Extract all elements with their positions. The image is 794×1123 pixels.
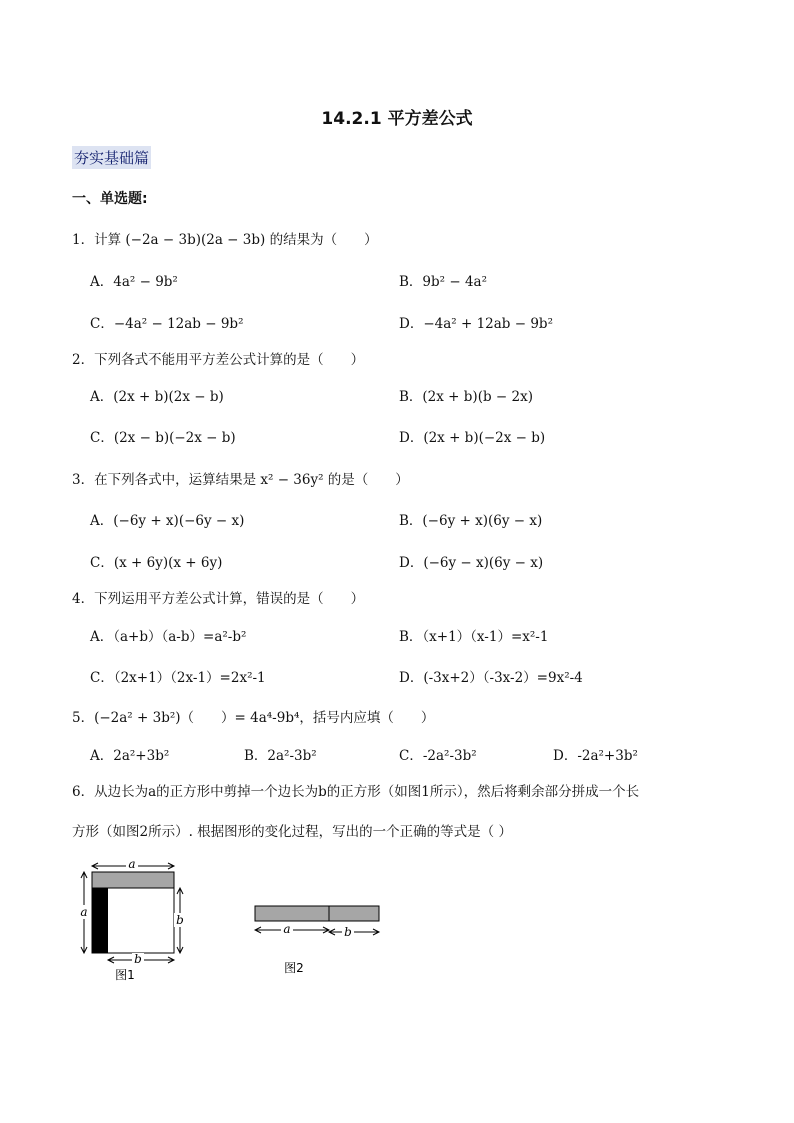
fig1-black-strip [92,888,108,953]
figure-1 [78,855,188,985]
fig2-left-block [255,906,329,921]
question-5-option-a: A．2a²+3b² [90,748,170,764]
question-2-option-c: C．(2x − b)(−2x − b) [90,430,236,446]
question-2-stem: 2．下列各式不能用平方差公式计算的是（ ） [72,352,365,368]
fig1-label-top: a [128,857,136,871]
question-3-stem: 3．在下列各式中，运算结果是 x² − 36y² 的是（ ） [72,472,409,488]
fig2-right-block [329,906,379,921]
question-4-option-d: D．(-3x+2）（-3x-2）=9x²-4 [399,670,583,686]
section-tag: 夯实基础篇 [72,146,151,169]
question-1-option-d: D．−4a² + 12ab − 9b² [399,316,553,332]
section-heading: 一、单选题: [72,191,148,207]
question-5-option-b: B．2a²-3b² [244,748,317,764]
fig1-caption: 图1 [115,968,135,982]
question-1-stem: 1．计算 (−2a − 3b)(2a − 3b) 的结果为（ ） [72,232,378,248]
question-2-option-a: A．(2x + b)(2x − b) [90,389,224,405]
question-2-option-b: B．(2x + b)(b − 2x) [399,389,533,405]
figure-2 [250,900,390,980]
question-3-option-a: A．(−6y + x)(−6y − x) [90,513,245,529]
fig1-label-bottom: b [134,952,142,966]
question-1-option-c: C．−4a² − 12ab − 9b² [90,316,244,332]
fig2-caption: 图2 [284,961,304,975]
page-title: 14.2.1 平方差公式 [321,109,473,129]
fig2-label-a: a [283,922,291,936]
fig1-label-right: b [176,913,184,927]
fig1-label-left: a [80,905,88,919]
question-1-option-b: B．9b² − 4a² [399,274,488,290]
question-4-option-a: A．（a+b）（a-b）=a²-b² [90,629,247,645]
fig2-label-b: b [344,925,352,939]
question-4-option-b: B．（x+1）（x-1）=x²-1 [399,629,549,645]
question-3-option-d: D．(−6y − x)(6y − x) [399,555,544,571]
question-2-option-d: D．(2x + b)(−2x − b) [399,430,546,446]
fig1-gray-strip [92,872,174,888]
question-5-option-c: C．-2a²-3b² [399,748,477,764]
question-5-option-d: D．-2a²+3b² [553,748,638,764]
question-5-stem: 5．(−2a² + 3b²)（ ）= 4a⁴-9b⁴，括号内应填（ ） [72,710,435,726]
question-1-option-a: A．4a² − 9b² [90,274,178,290]
question-3-option-b: B．(−6y + x)(6y − x) [399,513,543,529]
question-4-stem: 4．下列运用平方差公式计算，错误的是（ ） [72,591,365,607]
question-6-stem-line-2: 方形（如图2所示）. 根据图形的变化过程，写出的一个正确的等式是（ ） [72,824,512,840]
question-3-option-c: C．(x + 6y)(x + 6y) [90,555,223,571]
question-6-stem-line-1: 6．从边长为a的正方形中剪掉一个边长为b的正方形（如图1所示），然后将剩余部分拼成一个长 [72,784,640,800]
question-4-option-c: C．（2x+1）（2x-1）=2x²-1 [90,670,266,686]
